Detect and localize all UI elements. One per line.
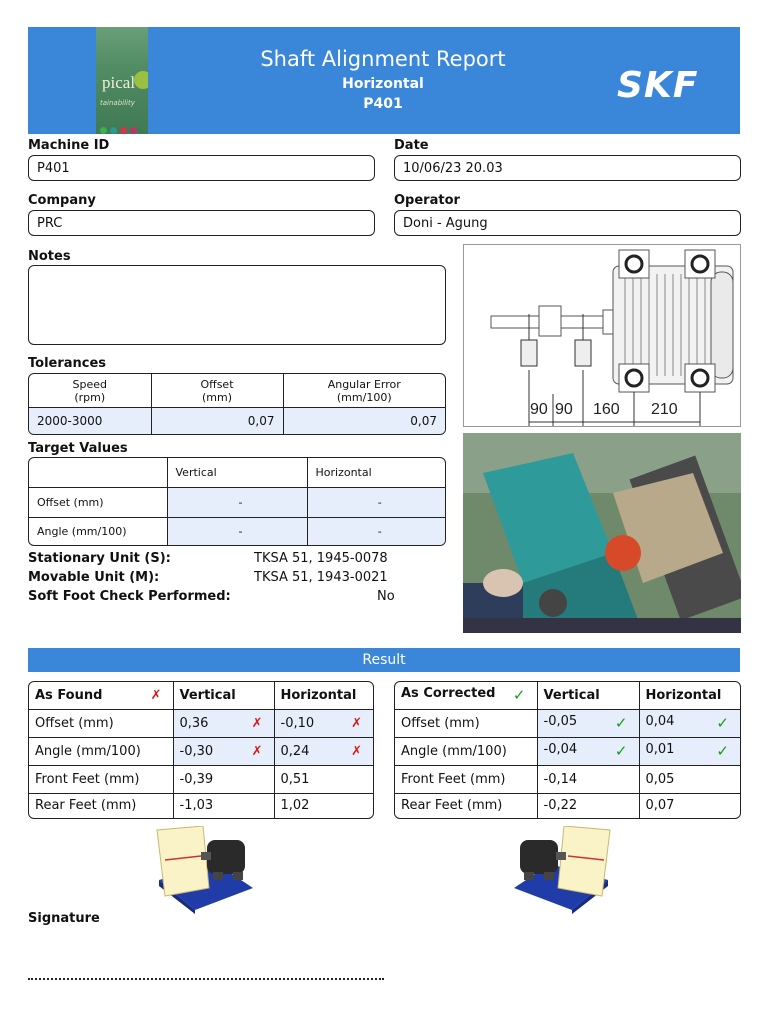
tol-header-angular: Angular Error (mm/100): [283, 374, 445, 407]
tol-header-speed: Speed (rpm): [29, 374, 151, 407]
result-cell: -0,14: [537, 765, 639, 793]
as-found-header: As Found ✗: [29, 682, 173, 709]
fail-mark-icon: ✗: [251, 715, 263, 731]
row-label: Front Feet (mm): [395, 765, 537, 793]
fail-mark-icon: ✗: [150, 687, 162, 703]
check-mark-icon: ✓: [716, 714, 729, 732]
as-corrected-machine-illustration: [512, 826, 612, 914]
thumbnail-circle: [134, 71, 148, 89]
operator-field: Doni - Agung: [394, 210, 741, 236]
softfoot-value: No: [377, 589, 395, 604]
dimension-label: 210: [651, 401, 678, 418]
dimension-label: 160: [593, 401, 620, 418]
movable-unit-value: TKSA 51, 1943-0021: [254, 570, 388, 585]
project-thumbnail-image: [96, 27, 148, 134]
skf-logo: SKF: [617, 65, 699, 106]
movable-unit-row: [28, 570, 396, 590]
machine-id-field: P401: [28, 155, 375, 181]
thumbnail-dots: [100, 119, 144, 127]
report-machine-code: P401: [363, 96, 403, 112]
operator-label: Operator: [394, 193, 460, 208]
result-cell: 1,02: [280, 798, 310, 814]
tv-cell: -: [167, 487, 307, 517]
fail-mark-icon: ✗: [351, 743, 362, 759]
result-cell: -0,30 ✗: [173, 737, 274, 765]
result-cell: 0,51: [274, 765, 373, 793]
result-cell: -0,22: [537, 793, 639, 818]
target-values-table: [28, 457, 446, 546]
result-cell: 0,36 ✗: [173, 709, 274, 737]
date-label: Date: [394, 138, 429, 153]
tv-corner: [29, 458, 167, 487]
check-mark-icon: ✓: [614, 714, 628, 732]
dimension-label: 90: [530, 401, 548, 418]
tol-header-offset: Offset (mm): [151, 374, 283, 407]
result-cell: -0,05 ✓: [537, 709, 639, 737]
result-cell: 0,05: [639, 765, 740, 793]
tv-cell: -: [167, 517, 307, 545]
stationary-unit-row: [28, 551, 396, 571]
tol-speed-value: 2000-3000: [29, 407, 151, 434]
result-cell: -0,04 ✓: [537, 737, 639, 765]
check-mark-icon: ✓: [716, 742, 729, 760]
tv-row-label: Offset (mm): [29, 487, 167, 517]
softfoot-row: [28, 589, 396, 609]
movable-unit-label: Movable Unit (M):: [28, 570, 160, 585]
as-corrected-header: As Corrected ✓: [395, 682, 537, 709]
company-field: PRC: [28, 210, 375, 236]
machine-dimension-diagram: [463, 244, 741, 427]
signature-label: Signature: [28, 911, 100, 926]
row-label: Rear Feet (mm): [395, 793, 537, 818]
notes-label: Notes: [28, 249, 71, 264]
row-label: Angle (mm/100): [395, 737, 537, 765]
report-title: Shaft Alignment Report: [260, 47, 506, 71]
machine-id-label: Machine ID: [28, 138, 110, 153]
tv-header-horizontal: Horizontal: [307, 458, 445, 487]
result-cell: -1,03: [173, 793, 274, 818]
as-found-machine-illustration: [155, 826, 255, 914]
fail-mark-icon: ✗: [251, 743, 263, 759]
result-cell: -0,10 ✗: [274, 709, 373, 737]
site-photo: [463, 433, 741, 633]
result-cell: 0,24 ✗: [274, 737, 373, 765]
company-label: Company: [28, 193, 96, 208]
as-corrected-table: [394, 681, 741, 819]
result-cell: 0,01 ✓: [639, 737, 740, 765]
check-mark-icon: ✓: [614, 742, 628, 760]
result-section-title: Result: [28, 648, 740, 672]
signature-line: [28, 978, 384, 980]
tolerances-label: Tolerances: [28, 356, 107, 371]
as-corrected-col-horizontal: Horizontal: [639, 682, 740, 709]
dimension-label: 90: [555, 401, 573, 418]
as-corrected-col-vertical: Vertical: [537, 682, 639, 709]
stationary-unit-label: Stationary Unit (S):: [28, 551, 171, 566]
result-cell: 0,07: [645, 798, 675, 814]
as-found-col-horizontal: Horizontal: [274, 682, 373, 709]
tv-row-label: Angle (mm/100): [29, 517, 167, 545]
thumbnail-tagline: tainability: [100, 99, 135, 107]
fail-mark-icon: ✗: [351, 715, 362, 731]
softfoot-label: Soft Foot Check Performed:: [28, 589, 231, 604]
check-mark-icon: ✓: [512, 686, 526, 705]
result-cell: -0,39: [173, 765, 274, 793]
row-label: Front Feet (mm): [29, 765, 173, 793]
date-field: 10/06/23 20.03: [394, 155, 741, 181]
report-header: [28, 27, 740, 134]
as-found-table: [28, 681, 374, 819]
row-label: Angle (mm/100): [29, 737, 173, 765]
tolerances-table: [28, 373, 446, 435]
tv-cell: -: [307, 517, 445, 545]
thumbnail-word: pical: [102, 73, 136, 92]
stationary-unit-value: TKSA 51, 1945-0078: [254, 551, 388, 566]
as-found-col-vertical: Vertical: [173, 682, 274, 709]
tol-angular-value: 0,07: [283, 407, 445, 434]
result-cell: 0,04 ✓: [639, 709, 740, 737]
row-label: Offset (mm): [29, 709, 173, 737]
tol-offset-value: 0,07: [151, 407, 283, 434]
row-label: Offset (mm): [395, 709, 537, 737]
row-label: Rear Feet (mm): [29, 793, 173, 818]
tv-header-vertical: Vertical: [167, 458, 307, 487]
notes-box: [28, 265, 446, 345]
report-subtitle: Horizontal: [342, 76, 424, 92]
target-values-label: Target Values: [28, 441, 128, 456]
tv-cell: -: [307, 487, 445, 517]
